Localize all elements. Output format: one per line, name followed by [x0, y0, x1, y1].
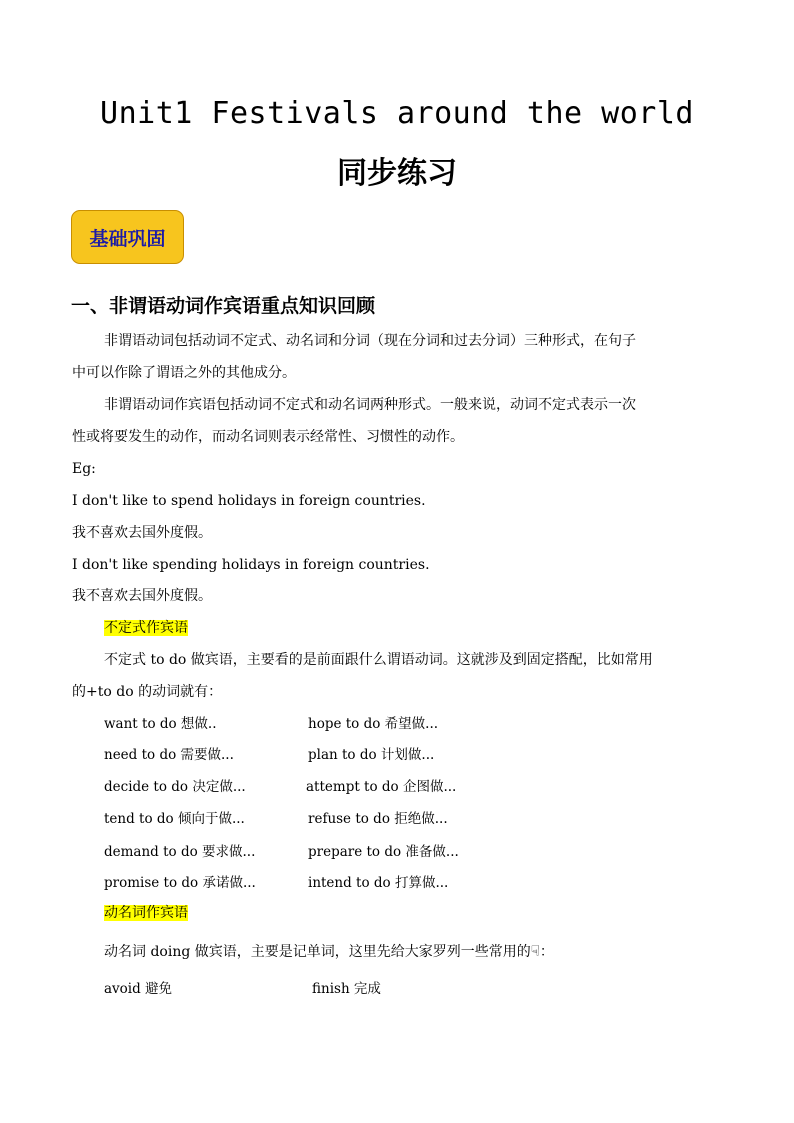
infinitive-label [104, 618, 188, 638]
para2-line2: 性或将要发生的动作，而动名词则表示经常性、习惯性的动作。 [72, 429, 464, 445]
verb-left: decide to do 决定做... [104, 779, 246, 795]
infinitive-label-text: 不定式作宾语 [104, 620, 188, 636]
para1-line2: 中可以作除了谓语之外的其他成分。 [72, 365, 296, 381]
gerund-intro-text: 动名词 doing 做宾语，主要是记单词，这里先给大家罗列一些常用的 [104, 944, 531, 960]
infinitive-intro-line2: 的+to do 的动词就有： [72, 684, 223, 700]
example2-english: I don't like spending holidays in foreign countries. [72, 557, 430, 573]
infinitive-intro-line1: 不定式 to do 做宾语，主要看的是前面跟什么谓语动词。这就涉及到固定搭配，比如常用 [104, 652, 653, 668]
gerund-intro [104, 941, 554, 962]
title-chinese: 同步练习 [337, 156, 457, 191]
verb-right: hope to do 希望做... [308, 716, 439, 732]
example2-chinese: 我不喜欢去国外度假。 [72, 588, 212, 604]
verb-right: intend to do 打算做... [308, 875, 449, 891]
example1-english: I don't like to spend holidays in foreign countries. [72, 493, 426, 509]
section-heading: 一、非谓语动词作宾语重点知识回顾 [71, 295, 376, 317]
section-badge: 基础巩固 [71, 210, 184, 264]
verb-right: prepare to do 准备做... [308, 844, 459, 860]
verb-right: plan to do 计划做... [308, 747, 435, 763]
verb-left: need to do 需要做... [104, 747, 234, 763]
verb-right: refuse to do 拒绝做... [308, 811, 448, 827]
gerund-verb-right: finish 完成 [312, 981, 381, 997]
verb-right: attempt to do 企图做... [306, 779, 457, 795]
eg-label: Eg: [72, 461, 96, 477]
gerund-label [104, 903, 188, 923]
example1-chinese: 我不喜欢去国外度假。 [72, 525, 212, 541]
para1-line1: 非谓语动词包括动词不定式、动名词和分词（现在分词和过去分词）三种形式，在句子 [104, 333, 636, 349]
gerund-label-text: 动名词作宾语 [104, 905, 188, 921]
verb-left: want to do 想做.. [104, 716, 217, 732]
verb-left: tend to do 倾向于做... [104, 811, 245, 827]
pointing-hand-icon: ☟ [530, 942, 540, 960]
gerund-intro-end: ： [539, 944, 554, 960]
verb-left: promise to do 承诺做... [104, 875, 256, 891]
gerund-verb-left: avoid 避免 [104, 981, 173, 997]
verb-left: demand to do 要求做... [104, 844, 256, 860]
para2-line1: 非谓语动词作宾语包括动词不定式和动名词两种形式。一般来说，动词不定式表示一次 [104, 397, 636, 413]
title-english: Unit1 Festivals around the world [100, 96, 694, 131]
